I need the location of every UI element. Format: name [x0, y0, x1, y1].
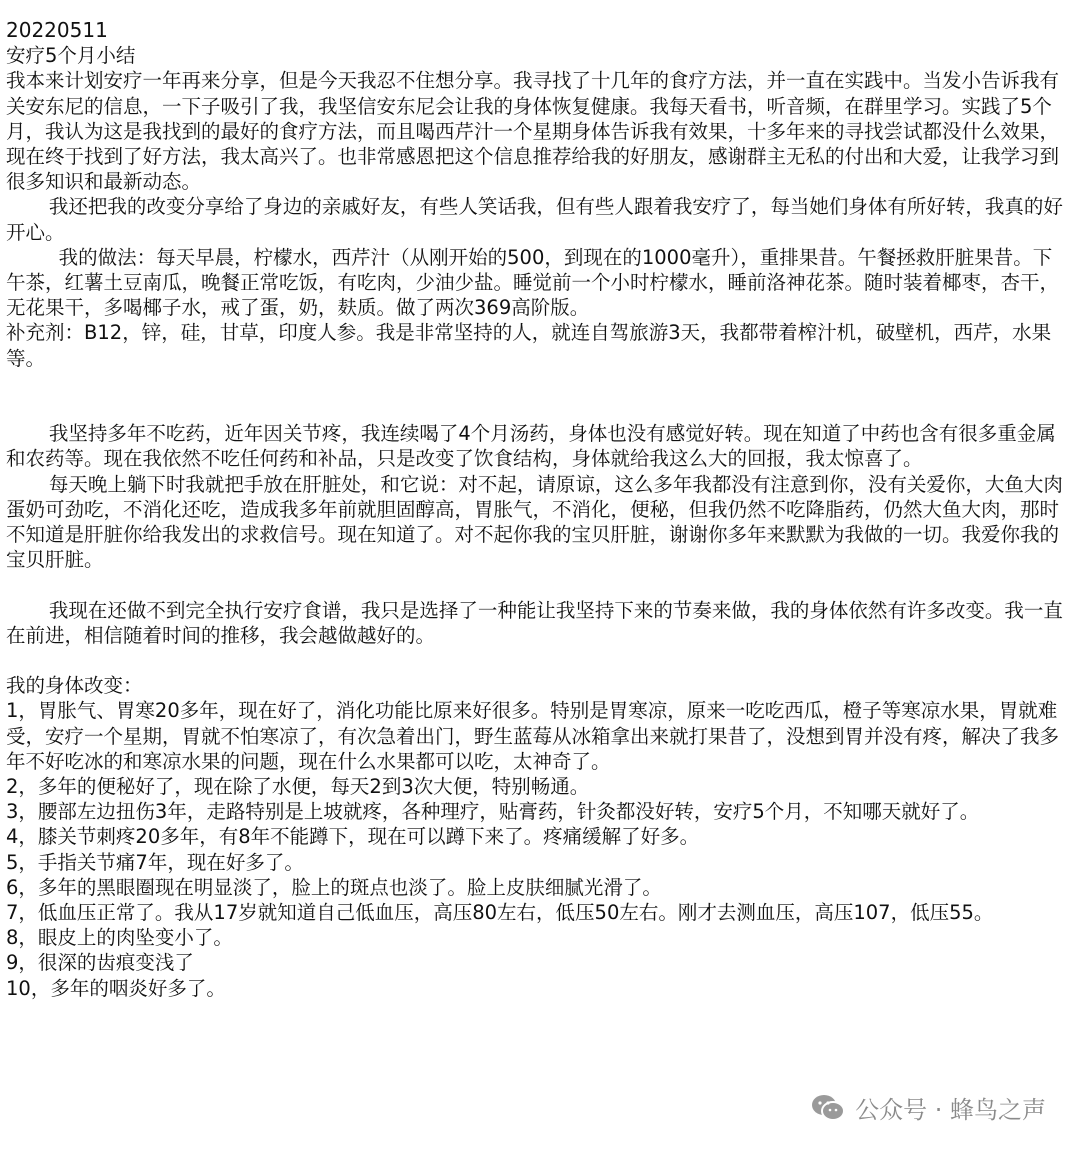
paragraph-progress: 我现在还做不到完全执行安疗食谱，我只是选择了一种能让我坚持下来的节奏来做，我的身体依然有许多改变。我一直在前进，相信随着时间的推移，我会越做越好的。 [6, 598, 1063, 647]
document-date: 20220511 [6, 18, 108, 42]
change-item: 3，腰部左边扭伤3年，走路特别是上坡就疼，各种理疗，贴膏药，针灸都没好转，安疗5个月，不知哪天就好了。 [6, 800, 980, 824]
change-item: 7，低血压正常了。我从17岁就知道自己低血压，高压80左右，低压50左右。刚才去测血压，高压107，低压55。 [6, 901, 994, 925]
change-item: 2，多年的便秘好了，现在除了水便，每天2到3次大便，特别畅通。 [6, 775, 590, 799]
paragraph-liver: 每天晚上躺下时我就把手放在肝脏处，和它说：对不起，请原谅，这么多年我都没有注意到你，没有关爱你，大鱼大肉蛋奶可劲吃，不消化还吃，造成我多年前就胆固醇高，胃胀气，不消化，便秘，但我仍然不吃降脂药，仍然大鱼大肉，那时不知道是肝脏你给我发出的求救信号。现在知道了。对不起你我的宝贝肝脏，谢谢你多年来默默为我做的一切。我爱你我的宝贝肝脏。 [6, 472, 1063, 572]
change-item: 8，眼皮上的肉坠变小了。 [6, 926, 233, 950]
paragraph-supplements: 补充剂：B12，锌，硅，甘草，印度人参。我是非常坚持的人，就连自驾旅游3天，我都带着榨汁机，破壁机，西芹，水果等。 [6, 321, 1052, 370]
blank-line [6, 648, 1064, 673]
blank-line [6, 371, 1064, 396]
change-item: 9，很深的齿痕变浅了 [6, 951, 194, 975]
paragraph-method: 我的做法：每天早晨，柠檬水，西芹汁（从刚开始的500，到现在的1000毫升），重排果昔。午餐拯救肝脏果昔。下午茶，红薯土豆南瓜，晚餐正常吃饭，有吃肉，少油少盐。睡觉前一个小时柠檬水，睡前洛神花茶。随时装着椰枣，杏干，无花果干，多喝椰子水，戒了蛋，奶，麸质。做了两次369高阶版。 [6, 245, 1060, 320]
document-title: 安疗5个月小结 [6, 44, 136, 68]
paragraph-sharing: 我还把我的改变分享给了身边的亲戚好友，有些人笑话我，但有些人跟着我安疗了，每当她们身体有所好转，我真的好开心。 [6, 195, 1063, 244]
change-item: 6，多年的黑眼圈现在明显淡了，脸上的斑点也淡了。脸上皮肤细腻光滑了。 [6, 875, 662, 899]
change-item: 10，多年的咽炎好多了。 [6, 976, 226, 1000]
change-item: 4，膝关节刺疼20多年，有8年不能蹲下，现在可以蹲下来了。疼痛缓解了好多。 [6, 825, 700, 849]
change-item: 1，胃胀气、胃寒20多年，现在好了，消化功能比原来好很多。特别是胃寒凉，原来一吃吃西瓜，橙子等寒凉水果，胃就难受，安疗一个星期，胃就不怕寒凉了，有次急着出门，野生蓝莓从冰箱拿出来就打果昔了，没想到胃并没有疼，解决了我多年不好吃冰的和寒凉水果的问题，现在什么水果都可以吃，太神奇了。 [6, 699, 1060, 773]
wechat-icon [811, 1093, 845, 1123]
blank-line [6, 396, 1064, 421]
blank-line [6, 572, 1064, 597]
change-item: 5，手指关节痛7年，现在好多了。 [6, 850, 304, 874]
watermark-text: 公众号 · 蜂鸟之声 [855, 1096, 1046, 1124]
paragraph-intro: 我本来计划安疗一年再来分享，但是今天我忍不住想分享。我寻找了十几年的食疗方法，并一直在实践中。当发小告诉我有关安东尼的信息，一下子吸引了我，我坚信安东尼会让我的身体恢复健康。我每天看书，听音频，在群里学习。实践了5个月，我认为这是我找到的最好的食疗方法，而且喝西芹汁一个星期身体告诉我有效果，十多年来的寻找尝试都没什么效果，现在终于找到了好方法，我太高兴了。也非常感恩把这个信息推荐给我的好朋友，感谢群主无私的付出和大爱，让我学习到很多知识和最新动态。 [6, 69, 1060, 194]
paragraph-medicine: 我坚持多年不吃药，近年因关节疼，我连续喝了4个月汤药，身体也没有感觉好转。现在知道了中药也含有很多重金属和农药等。现在我依然不吃任何药和补品，只是改变了饮食结构，身体就给我这么大的回报，我太惊喜了。 [6, 422, 1056, 471]
watermark [811, 1090, 1046, 1125]
changes-heading: 我的身体改变： [6, 674, 143, 698]
document-body [6, 18, 1064, 1001]
